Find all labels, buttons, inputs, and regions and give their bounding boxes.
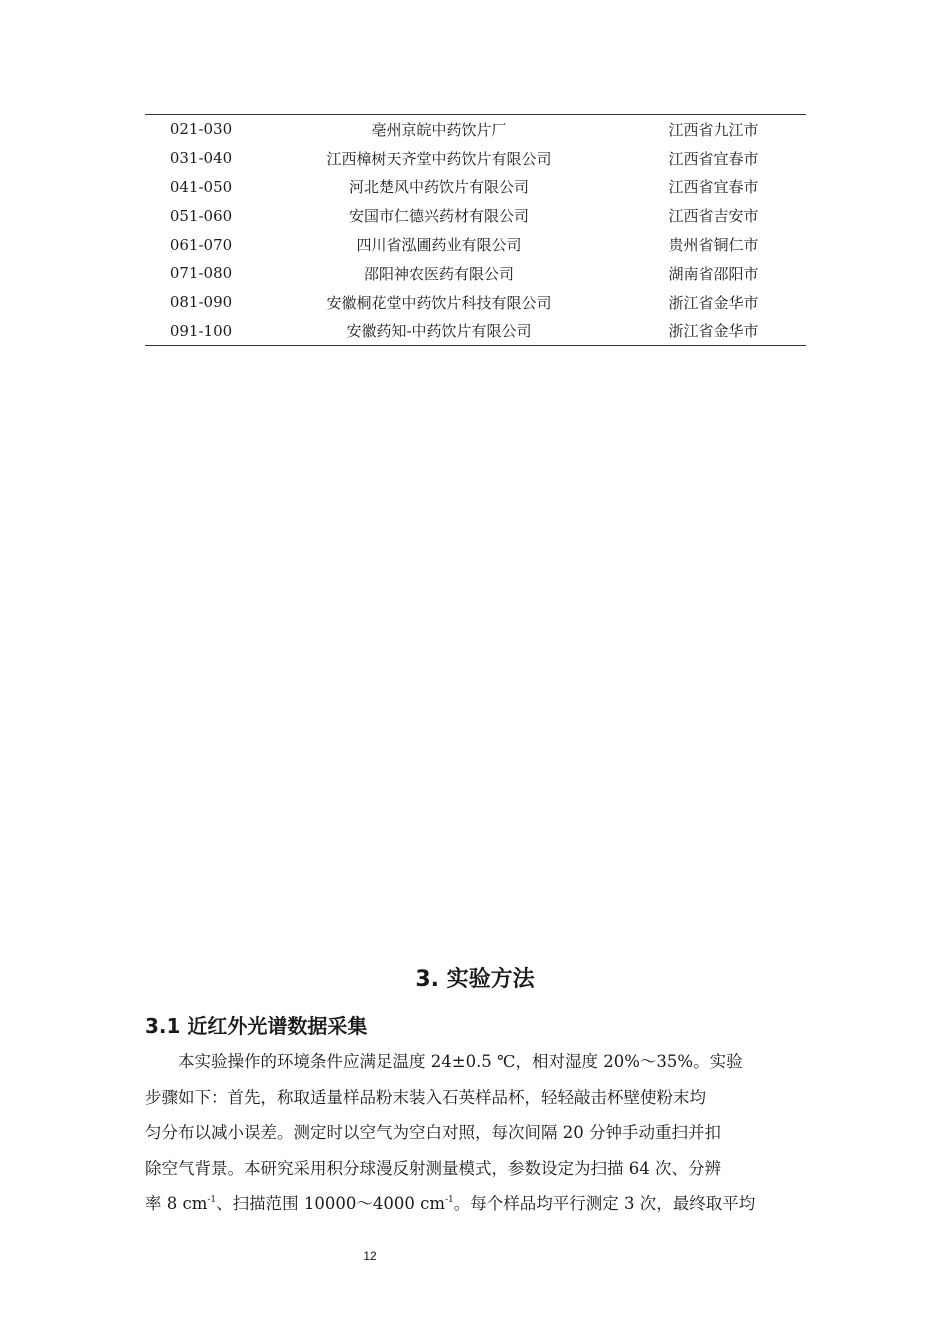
body-paragraph	[145, 1044, 805, 1222]
paragraph-line	[145, 1186, 805, 1222]
cell-company: 亳州京皖中药饮片厂	[371, 120, 507, 139]
cell-company: 四川省泓圃药业有限公司	[356, 236, 522, 255]
subsection-title: 3.1 近红外光谱数据采集	[145, 1014, 368, 1038]
cell-range: 051-060	[169, 206, 233, 225]
cell-company: 河北楚风中药饮片有限公司	[348, 178, 529, 197]
cell-range: 091-100	[169, 321, 233, 340]
cell-location: 江西省宜春市	[668, 178, 759, 197]
superscript: -1	[207, 1195, 217, 1206]
paragraph-line: 匀分布以减小误差。测定时以空气为空白对照，每次间隔 20 分钟手动重扫并扣	[145, 1123, 721, 1143]
paragraph-line: 除空气背景。本研究采用积分球漫反射测量模式，参数设定为扫描 64 次、分辨	[145, 1158, 721, 1178]
cell-location: 江西省九江市	[668, 120, 759, 139]
cell-company: 安徽桐花堂中药饮片科技有限公司	[326, 293, 552, 312]
superscript: -1	[445, 1195, 454, 1206]
table-row	[145, 288, 806, 317]
cell-location: 浙江省金华市	[668, 322, 759, 341]
section-title: 3. 实验方法	[415, 967, 535, 992]
cell-company: 邵阳神农医药有限公司	[363, 264, 514, 283]
cell-company: 安国市仁德兴药材有限公司	[348, 207, 529, 226]
table-row	[145, 144, 806, 173]
supplier-table	[145, 114, 806, 346]
table-row	[145, 230, 806, 259]
table-row	[145, 259, 806, 288]
cell-location: 江西省宜春市	[668, 149, 759, 168]
cell-range: 061-070	[169, 235, 233, 254]
cell-company: 江西樟树天齐堂中药饮片有限公司	[326, 149, 552, 168]
table-row	[145, 173, 806, 202]
cell-range: 041-050	[169, 177, 233, 196]
page-number: 12	[363, 1249, 377, 1263]
text-segment: 率 8 cm	[145, 1194, 208, 1214]
cell-range: 021-030	[169, 120, 233, 139]
table-row	[145, 115, 806, 144]
cell-location: 湖南省邵阳市	[668, 264, 759, 283]
cell-location: 江西省吉安市	[668, 207, 759, 226]
text-segment: 。每个样品均平行测定 3 次，最终取平均	[453, 1194, 756, 1214]
paragraph-line: 本实验操作的环境条件应满足温度 24±0.5 ℃，相对湿度 20%～35%。实验	[178, 1052, 743, 1071]
cell-range: 031-040	[169, 149, 233, 168]
text-segment: 、扫描范围 10000～4000 cm	[216, 1194, 446, 1214]
cell-range: 071-080	[169, 264, 233, 283]
table-row	[145, 317, 806, 346]
table-bottom-rule	[145, 345, 806, 346]
table-row	[145, 201, 806, 230]
paragraph-line: 步骤如下：首先，称取适量样品粉末装入石英样品杯，轻轻敲击杯壁使粉末均	[145, 1087, 706, 1107]
cell-location: 浙江省金华市	[668, 293, 759, 312]
cell-range: 081-090	[169, 293, 233, 312]
cell-location: 贵州省铜仁市	[668, 236, 759, 255]
cell-company: 安徽药知-中药饮片有限公司	[346, 322, 532, 341]
